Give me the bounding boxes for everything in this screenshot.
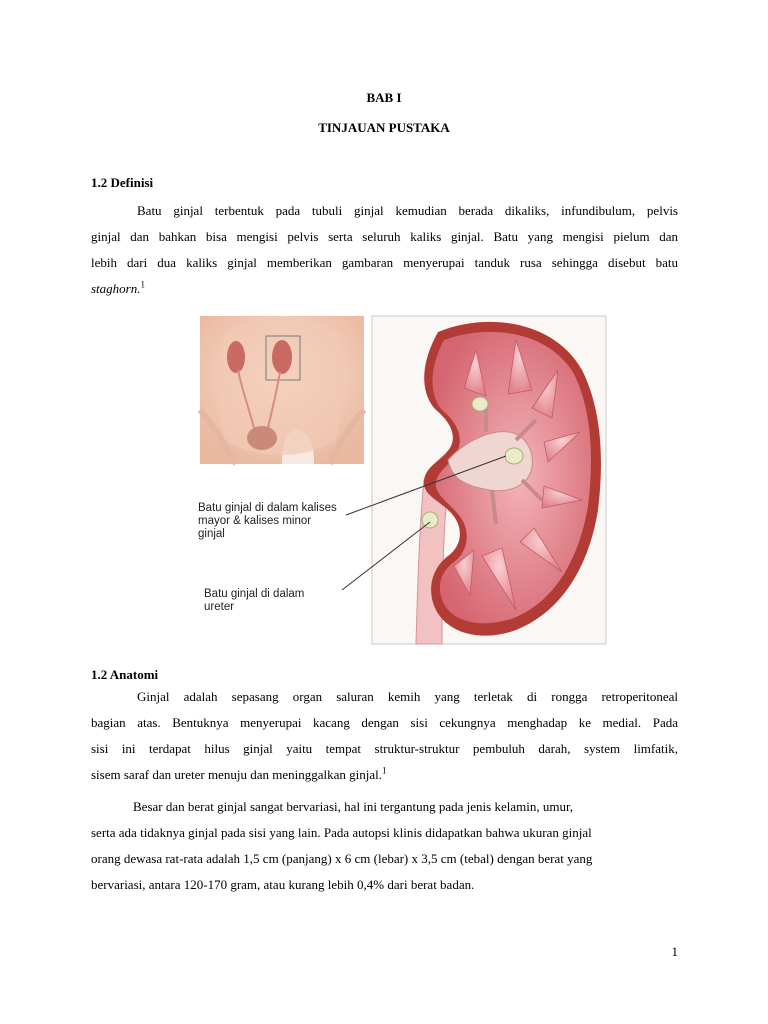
paragraph-line: sisi ini terdapat hilus ginjal yaitu tempat struktur-struktur pembuluh darah, system limfatik,: [91, 741, 678, 756]
figure-label-line: ginjal: [198, 528, 225, 540]
figure-label-line: mayor & kalises minor: [198, 515, 312, 527]
paragraph-line: serta ada tidaknya ginjal pada sisi yang lain. Pada autopsi klinis didapatkan bahwa ukuran ginjal: [91, 825, 592, 840]
paragraph-line: ginjal dan bahkan bisa mengisi pelvis serta seluruh kaliks ginjal. Batu yang mengisi pielum dan: [91, 229, 678, 244]
figure-label-ureter: [204, 588, 304, 614]
paragraph-line: bagian atas. Bentuknya menyerupai kacang dengan sisi cekungnya menghadap ke medial. Pada: [91, 715, 678, 730]
figure-label-line: ureter: [204, 601, 235, 613]
section-heading-anatomi: 1.2 Anatomi: [91, 667, 159, 682]
paragraph-line-text: Batu ginjal terbentuk pada tubuli ginjal kemudian berada dikaliks, infundibulum, pelvis: [137, 203, 678, 218]
chapter-label: BAB I: [366, 90, 402, 105]
paragraph-anatomi-2: [91, 794, 678, 898]
paragraph-line: lebih dari dua kaliks ginjal memberikan gambaran menyerupai tanduk rusa sehingga disebut batu: [91, 255, 678, 270]
reference-marker: 1: [140, 279, 145, 290]
page-number: 1: [671, 944, 678, 959]
paragraph-line-text: sisem saraf dan ureter menuju dan meninggalkan ginjal.: [91, 767, 382, 782]
kidney-stone-figure: [186, 310, 610, 646]
chapter-title: TINJAUAN PUSTAKA: [318, 120, 450, 135]
paragraph-line: bervariasi, antara 120-170 gram, atau kurang lebih 0,4% dari berat badan.: [91, 877, 475, 892]
paragraph-line-text: Besar dan berat ginjal sangat bervariasi, hal ini tergantung pada jenis kelamin, umur,: [133, 799, 574, 814]
figure-label-line: Batu ginjal di dalam: [204, 588, 305, 600]
term-staghorn: staghorn.: [91, 281, 141, 296]
paragraph-line: [91, 276, 678, 302]
paragraph-line: [91, 684, 678, 710]
section-heading-definisi: 1.2 Definisi: [91, 175, 154, 190]
paragraph-line: [91, 762, 678, 788]
paragraph-definisi: [91, 198, 678, 302]
paragraph-line: orang dewasa rat-rata adalah 1,5 cm (panjang) x 6 cm (lebar) x 3,5 cm (tebal) dengan berat yang: [91, 851, 593, 866]
torso-inset: [200, 316, 364, 464]
figure-label-calyx: [198, 502, 337, 541]
paragraph-anatomi-1: [91, 684, 678, 788]
paragraph-line-text: Ginjal adalah sepasang organ saluran kemih yang terletak di rongga retroperitoneal: [137, 689, 678, 704]
paragraph-line: [91, 794, 678, 820]
figure-label-line: Batu ginjal di dalam kalises: [198, 502, 337, 514]
paragraph-line: [91, 198, 678, 224]
reference-marker: 1: [381, 765, 387, 776]
kidney-cross-section: [372, 316, 606, 644]
